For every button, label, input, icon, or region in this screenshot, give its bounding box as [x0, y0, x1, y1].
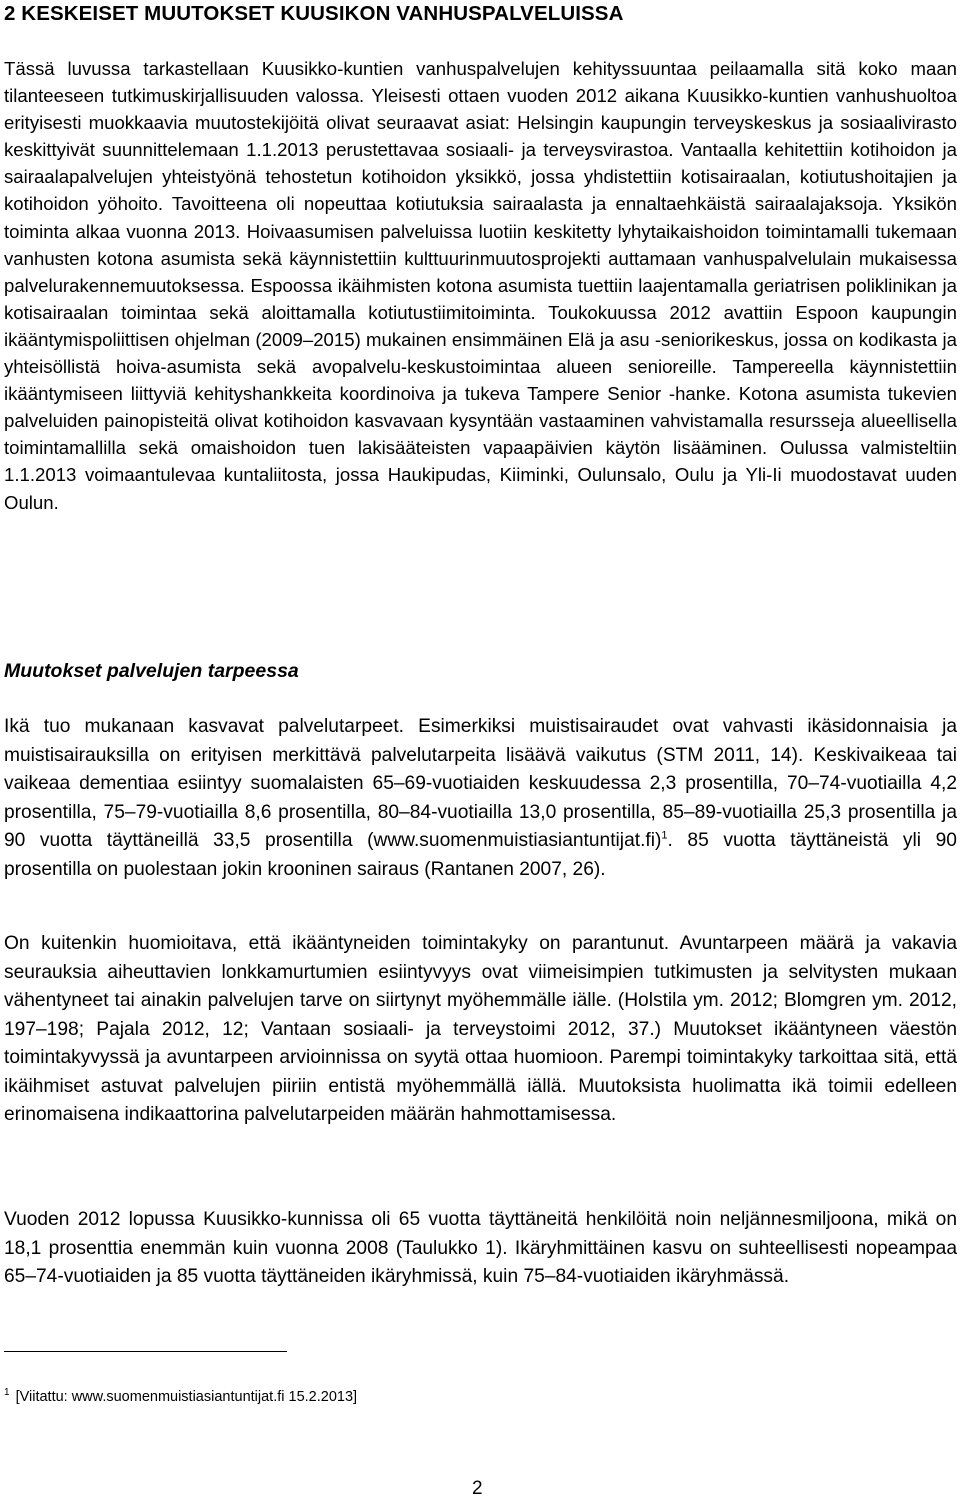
footnote-reference[interactable]: 1	[661, 829, 668, 842]
paragraph-2-text-b: . 85 vuotta täyttäneistä yli 90 prosentilla on puolestaan jokin krooninen sairaus (Rantanen 2007, 26).	[4, 830, 957, 880]
chapter-title: 2 KESKEISET MUUTOKSET KUUSIKON VANHUSPALVELUISSA	[4, 2, 624, 25]
section-heading: Muutokset palvelujen tarpeessa	[4, 660, 299, 682]
footnote-number: 1	[4, 1387, 10, 1398]
page-number: 2	[472, 1478, 483, 1499]
body-paragraph-3: On kuitenkin huomioitava, että ikääntyneiden toimintakyky on parantunut. Avuntarpeen määrä ja vakavia seurauksia aiheuttavien lonkkamurtumien esiintyvyys ovat viimeisimpien tutkimusten ja selvitysten mukaan vähentyneet tai ainakin palvelujen tarve on siirtynyt myöhemmälle iälle. (Holstila ym. 2012; Blomgren ym. 2012, 197–198; Pajala 2012, 12; Vantaan sosiaali- ja terveystoimi 2012, 37.) Muutokset ikääntyneen väestön toimintakyvyssä ja avuntarpeen arvioinnissa on syytä ottaa huomioon. Parempi toimintakyky tarkoittaa sitä, että ikäihmiset astuvat palvelujen piiriin entistä myöhemmällä iällä. Muutoksista huolimatta ikä toimii edelleen erinomaisena indikaattorina palvelutarpeiden määrän hahmottamisessa.	[4, 933, 957, 1125]
body-paragraph-2	[4, 713, 957, 884]
body-paragraph-1: Tässä luvussa tarkastellaan Kuusikko-kuntien vanhuspalvelujen kehityssuuntaa peilaamalla sitä koko maan tilanteeseen tutkimuskirjallisuuden valossa. Yleisesti ottaen vuoden 2012 aikana Kuusikko-kuntien vanhushuoltoa erityisesti muokkaavia muutostekijöitä olivat seuraavat asiat: Helsingin kaupungin terveyskeskus ja sosiaalivirasto keskittyivät suunnittelemaan 1.1.2013 perustettavaa sosiaali- ja terveysvirastoa. Vantaalla kehitettiin kotihoidon ja sairaalapalvelujen yhteistyönä tehostetun kotihoidon yksikkö, jossa yhdistettiin kotisairaalan, kotiutushoitajien ja kotihoidon yöhoito. Tavoitteena oli nopeuttaa kotiutuksia sairaalasta ja ennaltaehkäistä sairaalajaksoja. Yksikön toiminta alkaa vuonna 2013. Hoivaasumisen palveluissa luotiin keskitetty lyhytaikaishoidon toimintamalli tukemaan vanhusten kotona asumista sekä käynnistettiin kulttuurinmuutosprojekti auttamaan vanhuspalvelulain mukaisessa palvelurakennemuutoksessa. Espoossa ikäihmisten kotona asumista tuettiin laajentamalla geriatrisen poliklinikan ja kotisairaalan toimintaa sekä aloittamalla kotiutustiimitoiminta. Toukokuussa 2012 avattiin Espoon kaupungin ikääntymispoliittisen ohjelman (2009–2015) mukainen ensimmäinen Elä ja asu -seniorikeskus, jossa on kodikasta ja yhteisöllistä hoiva-asumista sekä avopalvelu-keskustoimintaa alueen senioreille. Tampereella käynnistettiin ikääntymiseen liittyviä kehityshankkeita koordinoiva ja tukeva Tampere Senior -hanke. Kotona asumista tukevien palveluiden painopisteitä olivat kotihoidon kasvavaan kysyntään vastaaminen vahvistamalla resursseja alueellisella toimintamallilla sekä omaishoidon tuen lakisääteisten vapaapäivien käytön lisääminen. Oulussa valmisteltiin 1.1.2013 voimaantulevaa kuntaliitosta, jossa Haukipudas, Kiiminki, Oulunsalo, Oulu ja Yli-Ii muodostavat uuden Oulun.	[4, 58, 957, 513]
paragraph-2-text-a: Ikä tuo mukanaan kasvavat palvelutarpeet. Esimerkiksi muistisairaudet ovat vahvasti ikäsidonnaisia ja muistisairauksilla on erityisen merkittävä palvelutarpeita lisäävä vaikutus (STM 2011, 14). Keskivaikeaa tai vaikeaa dementiaa esiintyy suomalaisten 65–69-vuotiaiden keskuudessa 2,3 prosentilla, 70–74-vuotiailla 4,2 prosentilla, 75–79-vuotiailla 8,6 prosentilla, 80–84-vuotiailla 13,0 prosentilla, 85–89-vuotiailla 25,3 prosentilla ja 90 vuotta täyttäneillä 33,5 prosentilla (www.suomenmuistiasiantuntijat.fi)	[4, 716, 957, 851]
footnote-divider	[4, 1351, 287, 1352]
footnote	[4, 1387, 357, 1405]
footnote-text: [Viitattu: www.suomenmuistiasiantuntijat.fi 15.2.2013]	[15, 1388, 358, 1405]
body-paragraph-4: Vuoden 2012 lopussa Kuusikko-kunnissa oli 65 vuotta täyttäneitä henkilöitä noin neljännesmiljoona, mikä on 18,1 prosenttia enemmän kuin vuonna 2008 (Taulukko 1). Ikäryhmittäinen kasvu on suhteellisesti nopeampaa 65–74-vuotiaiden ja 85 vuotta täyttäneiden ikäryhmissä, kuin 75–84-vuotiaiden ikäryhmässä.	[4, 1209, 957, 1287]
